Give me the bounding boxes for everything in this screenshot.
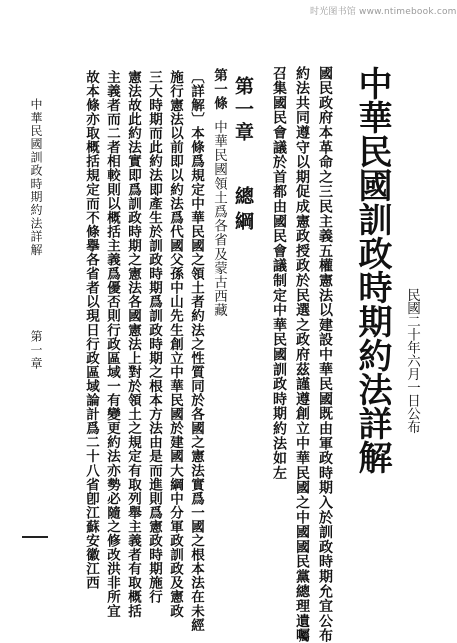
chapter-heading: 第一章: [232, 76, 254, 145]
watermark-text: 时光图书馆 www.ntimebook.com: [310, 7, 457, 17]
intro-line-3: 召集國民會議於首都由國民會議制定中華民國訓政時期約法如左: [271, 66, 287, 481]
explanation-line-2: 施行憲法以前即以約法爲代國父孫中山先生創立中華民國於建國大綱中分軍政訓政及憲政: [167, 70, 183, 618]
explanation-line-1: 〔詳解〕本條爲規定中華民國之領土者約法之性質同於各國之憲法實爲一國之根本法在未經: [188, 70, 204, 632]
running-title: 中華民國訓政時期約法詳解: [29, 98, 43, 257]
intro-line-1: 國民政府本革命之三民主義五權憲法以建設中華民國既由軍政時期入於訓政時期允宜公布: [317, 66, 333, 643]
running-chapter: 第一章: [29, 330, 43, 371]
document-title: 中華民國訓政時期約法詳解: [352, 66, 392, 474]
promulgation-date: 民國二十年六月一日公布: [404, 288, 420, 434]
explanation-line-6: 故本條亦取概括規定而不條擧各省者以現日行政區域論計爲二十八省卽江蘇安徽江西: [83, 70, 99, 590]
explanation-line-4: 憲法故此約法實即爲訓政時期之憲法各國憲法上對於領土之規定有取列舉主義者有取概括: [125, 70, 141, 618]
explanation-line-5: 主義者而二者相較則以概括主義爲優否則行政區域一有變更約法亦勢必隨之修改洪非所宜: [104, 70, 120, 618]
page-number: [22, 536, 48, 538]
intro-line-2: 約法共同遵守以期促成憲政授政於民選之政府茲謹遵創立中華民國之中國國民黨總理遺囑: [294, 66, 310, 643]
chapter-name: 總綱: [232, 186, 254, 236]
explanation-line-3: 三大時期而此約法即產生於訓政時期爲訓政時期之根本方法由是而進則爲憲政時期施行: [146, 70, 162, 604]
article-text: 中華民國領土爲各省及蒙古西藏: [211, 120, 227, 318]
article-label: 第一條: [211, 68, 227, 110]
